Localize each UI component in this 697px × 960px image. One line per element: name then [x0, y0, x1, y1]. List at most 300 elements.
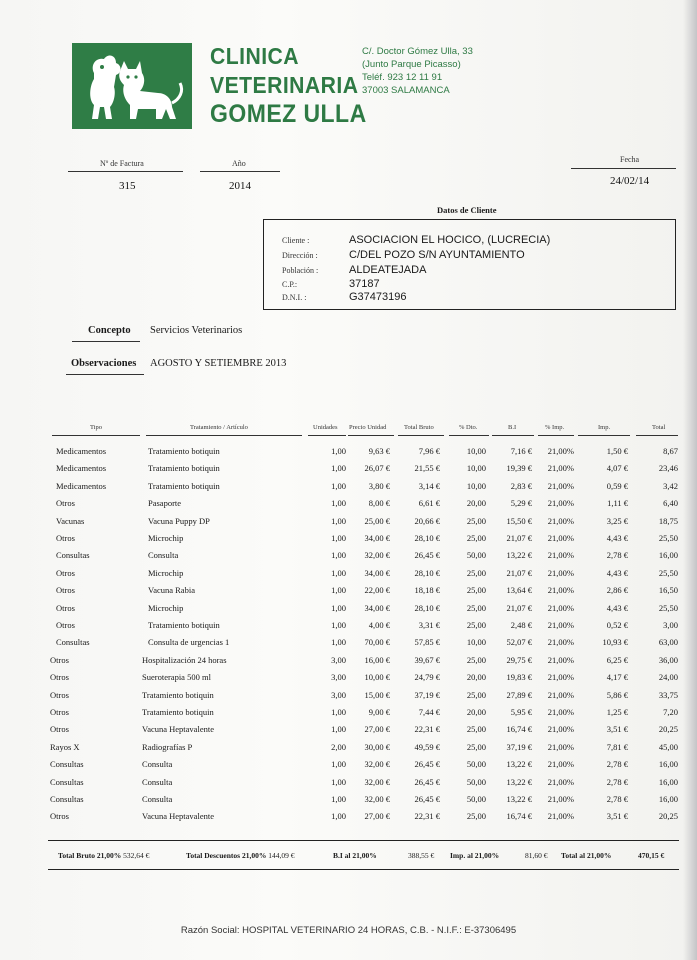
cell-gross: 26,45 € — [414, 550, 440, 561]
cell-units: 1,00 — [331, 602, 346, 613]
cell-tax: 4,07 € — [606, 463, 628, 474]
cell-base: 5,29 € — [510, 498, 532, 509]
cell-gross: 28,10 € — [414, 602, 440, 613]
cell-item: Vacuna Heptavalente — [142, 724, 214, 735]
table-row — [0, 637, 697, 654]
cell-total: 20,25 — [658, 724, 678, 735]
cell-base: 37,19 € — [506, 741, 532, 752]
cell-units: 2,00 — [331, 741, 346, 752]
cell-units: 1,00 — [331, 637, 346, 648]
cell-total: 16,50 — [658, 585, 678, 596]
header-rule — [449, 435, 489, 436]
table-row — [0, 585, 697, 602]
cell-total: 8,67 — [663, 446, 678, 456]
cell-discount: 25,00 — [466, 533, 486, 543]
cell-discount: 25,00 — [466, 724, 486, 735]
cell-gross: 7,96 € — [418, 446, 440, 456]
cell-base: 21,07 € — [506, 533, 532, 543]
total-final — [561, 851, 611, 860]
total-tax-label: Imp. al 21,00% — [450, 851, 500, 860]
cell-gross: 22,31 € — [414, 811, 440, 822]
cell-gross: 21,55 € — [414, 463, 440, 474]
cell-units: 1,00 — [331, 567, 346, 578]
cell-total: 24,00 — [658, 672, 678, 683]
cell-type: Otros — [50, 654, 69, 665]
cell-base: 15,50 € — [506, 515, 532, 526]
total-gross-label: Total Bruto 21,00% — [58, 851, 122, 860]
cell-tax-pct: 21,00% — [547, 811, 574, 822]
cell-unit-price: 8,00 € — [368, 498, 390, 509]
table-row — [0, 550, 697, 567]
cell-tax: 4,43 € — [606, 602, 628, 613]
client-field-value: ALDEATEJADA — [349, 264, 427, 276]
concept-underline — [72, 341, 140, 342]
cell-unit-price: 25,00 € — [364, 515, 390, 526]
cell-total: 6,40 — [663, 498, 678, 509]
client-field-value: 37187 — [349, 278, 380, 290]
total-final-amount: 470,15 € — [638, 851, 665, 860]
cell-total: 7,20 — [663, 707, 678, 717]
cell-discount: 50,00 — [466, 776, 486, 787]
invoice-year: 2014 — [229, 180, 251, 192]
header-rule — [538, 435, 574, 436]
observations-label: Observaciones — [71, 358, 137, 369]
total-discounts — [186, 851, 294, 860]
cell-gross: 3,31 € — [418, 620, 440, 630]
cell-tax-pct: 21,00% — [547, 776, 574, 787]
cell-item: Tratamiento botiquin — [148, 620, 220, 630]
cell-tax: 5,86 € — [606, 689, 628, 700]
invoice-date-label: Fecha — [620, 155, 640, 164]
cell-tax-pct: 21,00% — [547, 707, 574, 717]
cell-tax: 2,78 € — [606, 776, 628, 787]
invoice-date-line — [571, 168, 676, 169]
cell-units: 1,00 — [331, 533, 346, 543]
cell-tax: 0,52 € — [606, 620, 628, 630]
header-rule — [578, 435, 630, 436]
cell-total: 25,50 — [658, 602, 678, 613]
cell-total: 45,00 — [658, 741, 678, 752]
col-header-tax-pct: % Imp. — [545, 424, 565, 431]
cell-discount: 25,00 — [466, 654, 486, 665]
cell-tax-pct: 21,00% — [547, 567, 574, 578]
cell-unit-price: 27,00 € — [364, 811, 390, 822]
cell-discount: 25,00 — [466, 515, 486, 526]
cell-total: 63,00 — [658, 637, 678, 648]
cell-discount: 20,00 — [466, 498, 486, 509]
cell-tax: 2,78 € — [606, 794, 628, 804]
cell-tax: 1,25 € — [606, 707, 628, 717]
total-tax-value: 81,60 € — [525, 851, 548, 860]
invoice-number: 315 — [119, 180, 136, 192]
cell-total: 23,46 — [658, 463, 678, 474]
invoice-number-label: Nº de Factura — [100, 159, 144, 168]
cell-type: Otros — [56, 567, 75, 578]
col-header-type: Tipo — [90, 424, 103, 431]
cell-item: Consulta — [142, 794, 173, 804]
cell-unit-price: 34,00 € — [364, 602, 390, 613]
cell-type: Consultas — [50, 759, 84, 770]
cell-discount: 25,00 — [466, 602, 486, 613]
cell-gross: 7,44 € — [418, 707, 440, 717]
total-base-value: 388,55 € — [408, 851, 435, 860]
total-tax — [450, 851, 499, 860]
table-row — [0, 568, 697, 585]
cell-base: 16,74 € — [506, 724, 532, 735]
cell-tax: 2,86 € — [606, 585, 628, 596]
client-field-label: C.P.: — [282, 280, 298, 289]
cell-item: Consulta — [142, 759, 173, 770]
client-field-value: C/DEL POZO S/N AYUNTAMIENTO — [349, 249, 525, 261]
cell-type: Rayos X — [50, 741, 80, 752]
cell-tax: 10,93 € — [602, 637, 628, 648]
cell-item: Consulta — [148, 550, 179, 561]
table-row — [0, 690, 697, 707]
invoice-date: 24/02/14 — [610, 175, 650, 187]
cell-total: 25,50 — [658, 533, 678, 543]
cell-gross: 28,10 € — [414, 567, 440, 578]
table-row — [0, 759, 697, 776]
cell-units: 1,00 — [331, 498, 346, 509]
cell-tax: 2,78 € — [606, 759, 628, 770]
cell-gross: 18,18 € — [414, 585, 440, 596]
cell-units: 1,00 — [331, 463, 346, 474]
address-line: 37003 SALAMANCA — [362, 85, 450, 96]
cell-discount: 25,00 — [466, 585, 486, 596]
cell-base: 2,83 € — [510, 480, 532, 491]
cell-item: Vacuna Puppy DP — [148, 515, 210, 526]
cell-gross: 22,31 € — [414, 724, 440, 735]
cell-tax: 0,59 € — [606, 480, 628, 491]
cell-tax: 2,78 € — [606, 550, 628, 561]
cell-total: 16,00 — [658, 794, 678, 804]
cell-tax-pct: 21,00% — [547, 463, 574, 474]
cell-unit-price: 70,00 € — [364, 637, 390, 648]
table-row — [0, 794, 697, 811]
cell-tax-pct: 21,00% — [547, 533, 574, 543]
header-rule — [398, 435, 444, 436]
cell-tax-pct: 21,00% — [547, 794, 574, 804]
cell-units: 1,00 — [331, 724, 346, 735]
cell-gross: 37,19 € — [414, 689, 440, 700]
cell-item: Tratamiento botiquin — [142, 707, 214, 717]
total-discounts-label: Total Descuentos 21,00% — [186, 851, 267, 860]
cell-base: 13,64 € — [506, 585, 532, 596]
cell-unit-price: 27,00 € — [364, 724, 390, 735]
cell-tax: 4,43 € — [606, 533, 628, 543]
observations-underline — [66, 374, 144, 375]
cell-unit-price: 16,00 € — [364, 654, 390, 665]
cell-base: 13,22 € — [506, 550, 532, 561]
cell-tax-pct: 21,00% — [547, 550, 574, 561]
cell-tax-pct: 21,00% — [547, 654, 574, 665]
cell-unit-price: 34,00 € — [364, 533, 390, 543]
cell-tax: 1,11 € — [607, 498, 628, 509]
cell-tax: 1,50 € — [606, 446, 628, 456]
clinic-name-line: CLINICA — [210, 43, 300, 69]
cell-units: 1,00 — [331, 794, 346, 804]
cell-base: 52,07 € — [506, 637, 532, 648]
observations-value: AGOSTO Y SETIEMBRE 2013 — [150, 358, 287, 369]
cell-tax: 3,51 € — [606, 811, 628, 822]
cell-tax-pct: 21,00% — [547, 498, 574, 509]
cell-unit-price: 9,63 € — [368, 446, 390, 456]
cell-units: 1,00 — [331, 759, 346, 770]
cell-unit-price: 22,00 € — [364, 585, 390, 596]
cell-unit-price: 4,00 € — [368, 620, 390, 630]
cell-units: 1,00 — [331, 550, 346, 561]
cell-base: 7,16 € — [510, 446, 532, 456]
cell-type: Consultas — [56, 637, 90, 648]
cell-tax-pct: 21,00% — [547, 741, 574, 752]
cell-total: 16,00 — [658, 759, 678, 770]
table-row — [0, 742, 697, 759]
cell-base: 21,07 € — [506, 567, 532, 578]
cell-tax-pct: 21,00% — [547, 637, 574, 648]
dog-cat-logo-icon — [72, 43, 192, 129]
cell-tax-pct: 21,00% — [547, 759, 574, 770]
cell-type: Otros — [56, 498, 75, 509]
address-line: (Junto Parque Picasso) — [362, 59, 461, 70]
cell-total: 18,75 — [658, 515, 678, 526]
total-base-label: B.I al 21,00% — [333, 851, 377, 860]
cell-gross: 6,61 € — [418, 498, 440, 509]
cell-type: Consultas — [56, 550, 90, 561]
cell-item: Consulta — [142, 776, 173, 787]
cell-base: 13,22 € — [506, 759, 532, 770]
clinic-address — [362, 45, 473, 97]
cell-gross: 39,67 € — [414, 654, 440, 665]
cell-tax: 7,81 € — [606, 741, 628, 752]
header-rule — [636, 435, 678, 436]
client-field-value: G37473196 — [349, 291, 407, 303]
table-row — [0, 777, 697, 794]
cell-discount: 10,00 — [466, 480, 486, 491]
cell-item: Tratamiento botiquin — [148, 446, 220, 456]
cell-tax-pct: 21,00% — [547, 689, 574, 700]
cell-type: Otros — [56, 602, 75, 613]
company-legal-footer: Razón Social: HOSPITAL VETERINARIO 24 HORAS, C.B. - N.I.F.: E-37306495 — [180, 925, 517, 936]
cell-discount: 20,00 — [466, 707, 486, 717]
clinic-logo — [72, 43, 192, 129]
cell-gross: 20,66 € — [414, 515, 440, 526]
table-row — [0, 811, 697, 828]
cell-gross: 24,79 € — [414, 672, 440, 683]
cell-discount: 25,00 — [466, 741, 486, 752]
total-final-value — [638, 851, 664, 860]
cell-discount: 50,00 — [466, 550, 486, 561]
table-row — [0, 498, 697, 515]
cell-tax-pct: 21,00% — [547, 602, 574, 613]
cell-item: Microchip — [148, 533, 184, 543]
col-header-item: Tratamiento / Artículo — [190, 424, 248, 431]
cell-tax: 3,51 € — [606, 724, 628, 735]
cell-tax-pct: 21,00% — [547, 480, 574, 491]
cell-type: Otros — [56, 620, 75, 630]
cell-discount: 25,00 — [466, 811, 486, 822]
cell-tax-pct: 21,00% — [547, 620, 574, 630]
cell-base: 27,89 € — [506, 689, 532, 700]
cell-total: 33,75 — [658, 689, 678, 700]
cell-item: Consulta de urgencias 1 — [148, 637, 230, 648]
client-field-label: D.N.I. : — [282, 293, 307, 302]
cell-total: 25,50 — [658, 567, 678, 578]
cell-gross: 3,14 € — [418, 480, 440, 491]
cell-discount: 50,00 — [466, 759, 486, 770]
cell-total: 3,00 — [663, 620, 678, 630]
total-gross-value: 532,64 € — [123, 851, 150, 860]
table-row — [0, 463, 697, 480]
client-field-value: ASOCIACION EL HOCICO, (LUCRECIA) — [349, 234, 551, 246]
client-section-title: Datos de Cliente — [437, 205, 497, 215]
cell-unit-price: 32,00 € — [364, 794, 390, 804]
header-rule — [492, 435, 534, 436]
cell-base: 29,75 € — [506, 654, 532, 665]
cell-base: 13,22 € — [506, 794, 532, 804]
cell-item: Vacuna Heptavalente — [142, 811, 214, 822]
cell-gross: 49,59 € — [414, 741, 440, 752]
clinic-name — [210, 42, 367, 129]
cell-base: 19,39 € — [506, 463, 532, 474]
cell-type: Otros — [56, 585, 75, 596]
cell-type: Medicamentos — [56, 446, 107, 456]
cell-base: 16,74 € — [506, 811, 532, 822]
invoice-number-line — [68, 171, 183, 172]
cell-discount: 50,00 — [466, 794, 486, 804]
cell-item: Microchip — [148, 567, 184, 578]
cell-discount: 10,00 — [466, 637, 486, 648]
cell-base: 5,95 € — [510, 707, 532, 717]
cell-tax: 4,17 € — [606, 672, 628, 683]
total-base — [333, 851, 377, 860]
header-rule — [348, 435, 394, 436]
cell-units: 3,00 — [331, 689, 346, 700]
cell-units: 3,00 — [331, 672, 346, 683]
cell-unit-price: 32,00 € — [364, 550, 390, 561]
cell-unit-price: 15,00 € — [364, 689, 390, 700]
cell-type: Otros — [50, 724, 69, 735]
cell-total: 3,42 — [663, 480, 678, 491]
col-header-base: B.I — [508, 424, 517, 431]
concept-value: Servicios Veterinarios — [150, 325, 243, 336]
cell-total: 16,00 — [658, 776, 678, 787]
table-row — [0, 446, 697, 463]
cell-unit-price: 9,00 € — [368, 707, 390, 717]
col-header-units: Unidades — [313, 424, 338, 431]
cell-gross: 26,45 € — [414, 759, 440, 770]
cell-unit-price: 30,00 € — [364, 741, 390, 752]
cell-discount: 25,00 — [466, 567, 486, 578]
cell-discount: 10,00 — [466, 463, 486, 474]
cell-tax: 4,43 € — [606, 567, 628, 578]
cell-base: 19,83 € — [506, 672, 532, 683]
cell-total: 20,25 — [658, 811, 678, 822]
cell-units: 1,00 — [331, 776, 346, 787]
invoice-year-line — [200, 171, 280, 172]
cell-gross: 26,45 € — [414, 776, 440, 787]
header-rule — [308, 435, 346, 436]
client-box — [263, 219, 676, 310]
cell-discount: 25,00 — [466, 689, 486, 700]
cell-item: Pasaporte — [148, 498, 182, 509]
client-field-label: Dirección : — [282, 251, 318, 260]
table-row — [0, 707, 697, 724]
cell-type: Otros — [56, 533, 75, 543]
cell-discount: 10,00 — [466, 446, 486, 456]
cell-type: Otros — [50, 811, 69, 822]
cell-type: Otros — [50, 707, 69, 717]
cell-units: 1,00 — [331, 446, 346, 456]
table-row — [0, 724, 697, 741]
cell-discount: 20,00 — [466, 672, 486, 683]
table-row — [0, 603, 697, 620]
cell-base: 13,22 € — [506, 776, 532, 787]
cell-total: 36,00 — [658, 654, 678, 665]
cell-base: 2,48 € — [510, 620, 532, 630]
cell-units: 1,00 — [331, 515, 346, 526]
cell-units: 1,00 — [331, 480, 346, 491]
cell-tax-pct: 21,00% — [547, 724, 574, 735]
cell-gross: 57,85 € — [414, 637, 440, 648]
cell-unit-price: 32,00 € — [364, 759, 390, 770]
cell-gross: 26,45 € — [414, 794, 440, 804]
header-rule — [146, 435, 302, 436]
table-row — [0, 533, 697, 550]
cell-unit-price: 34,00 € — [364, 567, 390, 578]
clinic-name-line: GOMEZ ULLA — [210, 100, 367, 128]
total-gross — [58, 851, 149, 860]
table-row — [0, 516, 697, 533]
cell-type: Medicamentos — [56, 480, 107, 491]
cell-gross: 28,10 € — [414, 533, 440, 543]
cell-item: Radiografías P — [142, 741, 193, 752]
client-field-label: Cliente : — [282, 236, 310, 245]
cell-units: 1,00 — [331, 620, 346, 630]
address-line: Teléf. 923 12 11 91 — [362, 72, 443, 83]
cell-units: 3,00 — [331, 654, 346, 665]
cell-type: Medicamentos — [56, 463, 107, 474]
table-row — [0, 655, 697, 672]
col-header-discount: % Dto. — [459, 424, 478, 431]
cell-unit-price: 10,00 € — [364, 672, 390, 683]
cell-units: 1,00 — [331, 811, 346, 822]
cell-tax-pct: 21,00% — [547, 585, 574, 596]
cell-unit-price: 3,80 € — [368, 480, 390, 491]
col-header-total: Total — [652, 424, 666, 431]
col-header-unit-price: Precio Unidad — [349, 424, 387, 431]
cell-unit-price: 26,07 € — [364, 463, 390, 474]
header-rule — [52, 435, 140, 436]
cell-tax-pct: 21,00% — [547, 515, 574, 526]
cell-tax-pct: 21,00% — [547, 446, 574, 456]
col-header-tax: Imp. — [598, 424, 611, 431]
table-row — [0, 620, 697, 637]
cell-unit-price: 32,00 € — [364, 776, 390, 787]
clinic-name-line: VETERINARIA — [210, 72, 359, 98]
cell-tax-pct: 21,00% — [547, 672, 574, 683]
cell-type: Otros — [50, 672, 69, 683]
cell-item: Microchip — [148, 602, 184, 613]
table-row — [0, 672, 697, 689]
cell-base: 21,07 € — [506, 602, 532, 613]
cell-type: Otros — [50, 689, 69, 700]
cell-total: 16,00 — [658, 550, 678, 561]
cell-tax: 3,25 € — [606, 515, 628, 526]
cell-item: Tratamiento botiquin — [148, 463, 220, 474]
invoice-year-label: Año — [232, 159, 246, 168]
total-final-label: Total al 21,00% — [561, 851, 612, 860]
cell-units: 1,00 — [331, 585, 346, 596]
